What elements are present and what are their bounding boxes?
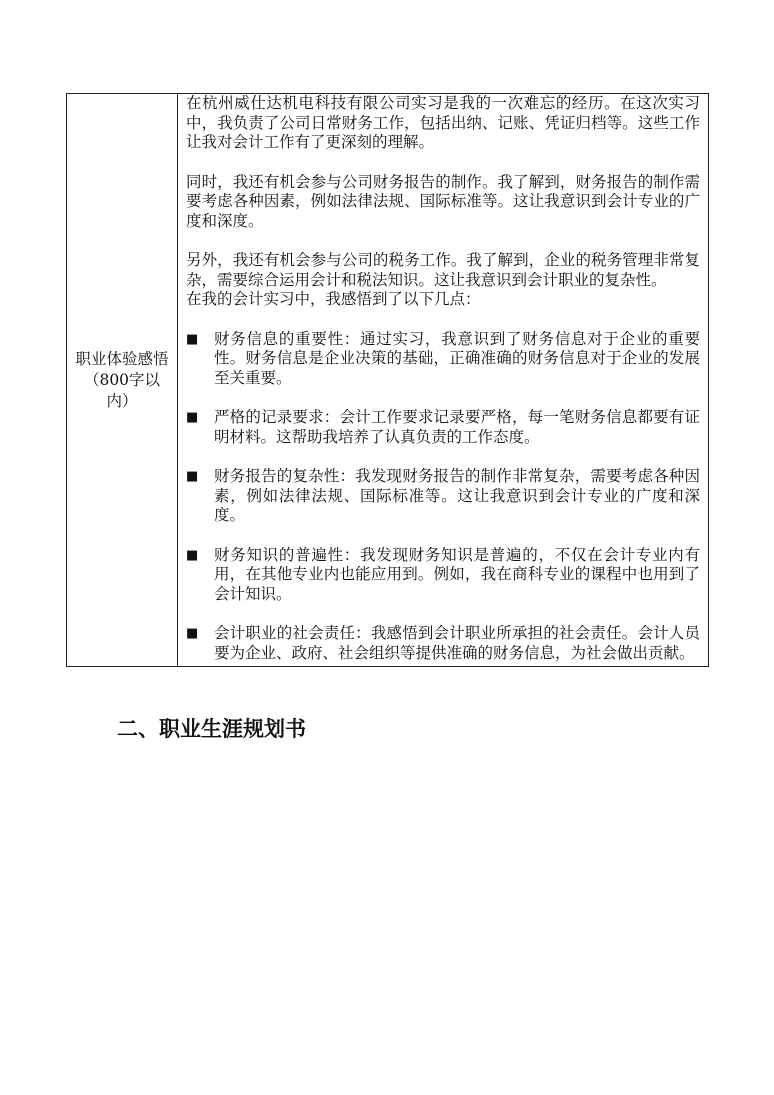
section-heading: 二、职业生涯规划书	[117, 717, 306, 741]
black-square-bullet-icon: ■	[186, 626, 199, 641]
bullet-text: 财务报告的复杂性：我发现财务报告的制作非常复杂，需要考虑各种因素，例如法律法规、国际标准等。这让我意识到会计专业的广度和深度。	[214, 467, 700, 524]
black-square-bullet-icon: ■	[186, 469, 199, 484]
content-cell	[178, 94, 709, 667]
paragraph-spacer	[186, 231, 700, 251]
experience-table	[66, 93, 709, 667]
paragraph-insights-intro: 在我的会计实习中，我感悟到了以下几点：	[186, 290, 481, 308]
bullet-spacer	[186, 388, 700, 408]
black-square-bullet-icon: ■	[186, 331, 199, 347]
black-square-bullet-icon: ■	[186, 410, 199, 425]
bullet-item	[186, 624, 700, 663]
bullet-text: 财务信息的重要性：通过实习，我意识到了财务信息对于企业的重要性。财务信息是企业决策的基础，正确准确的财务信息对于企业的发展至关重要。	[214, 329, 700, 387]
bullet-item	[186, 408, 700, 447]
paragraph-spacer	[186, 153, 700, 173]
paragraph-spacer	[186, 310, 700, 330]
experience-row	[67, 94, 709, 667]
paragraph-financial-report: 同时，我还有机会参与公司财务报告的制作。我了解到，财务报告的制作需要考虑各种因素，例如法律法规、国际标准等。这让我意识到会计专业的广度和深度。	[186, 172, 700, 230]
bullet-item	[186, 330, 700, 389]
bullet-item	[186, 467, 700, 526]
paragraph-internship: 在杭州威仕达机电科技有限公司实习是我的一次难忘的经历。在这次实习中，我负责了公司日常财务工作，包括出纳、记账、凭证归档等。这些工作让我对会计工作有了更深刻的理解。	[186, 94, 700, 151]
paragraph-tax-work: 另外，我还有机会参与公司的税务工作。我了解到，企业的税务管理非常复杂，需要综合运用会计和税法知识。这让我意识到会计职业的复杂性。	[186, 251, 700, 289]
bullet-spacer	[186, 604, 700, 624]
bullet-text: 会计职业的社会责任：我感悟到会计职业所承担的社会责任。会计人员要为企业、政府、社会组织等提供准确的财务信息，为社会做出贡献。	[214, 624, 700, 662]
bullet-text: 严格的记录要求：会计工作要求记录要严格，每一笔财务信息都要有证明材料。这帮助我培养了认真负责的工作态度。	[214, 408, 700, 446]
row-label-cell	[67, 94, 178, 667]
bullet-spacer	[186, 526, 700, 546]
bullet-text: 财务知识的普遍性：我发现财务知识是普遍的，不仅在会计专业内有用，在其他专业内也能应用到。例如，我在商科专业的课程中也用到了会计知识。	[214, 545, 700, 603]
bullet-spacer	[186, 447, 700, 467]
row-label: 职业体验感悟（800字以内）	[75, 349, 169, 410]
bullet-item	[186, 546, 700, 605]
black-square-bullet-icon: ■	[186, 547, 199, 563]
